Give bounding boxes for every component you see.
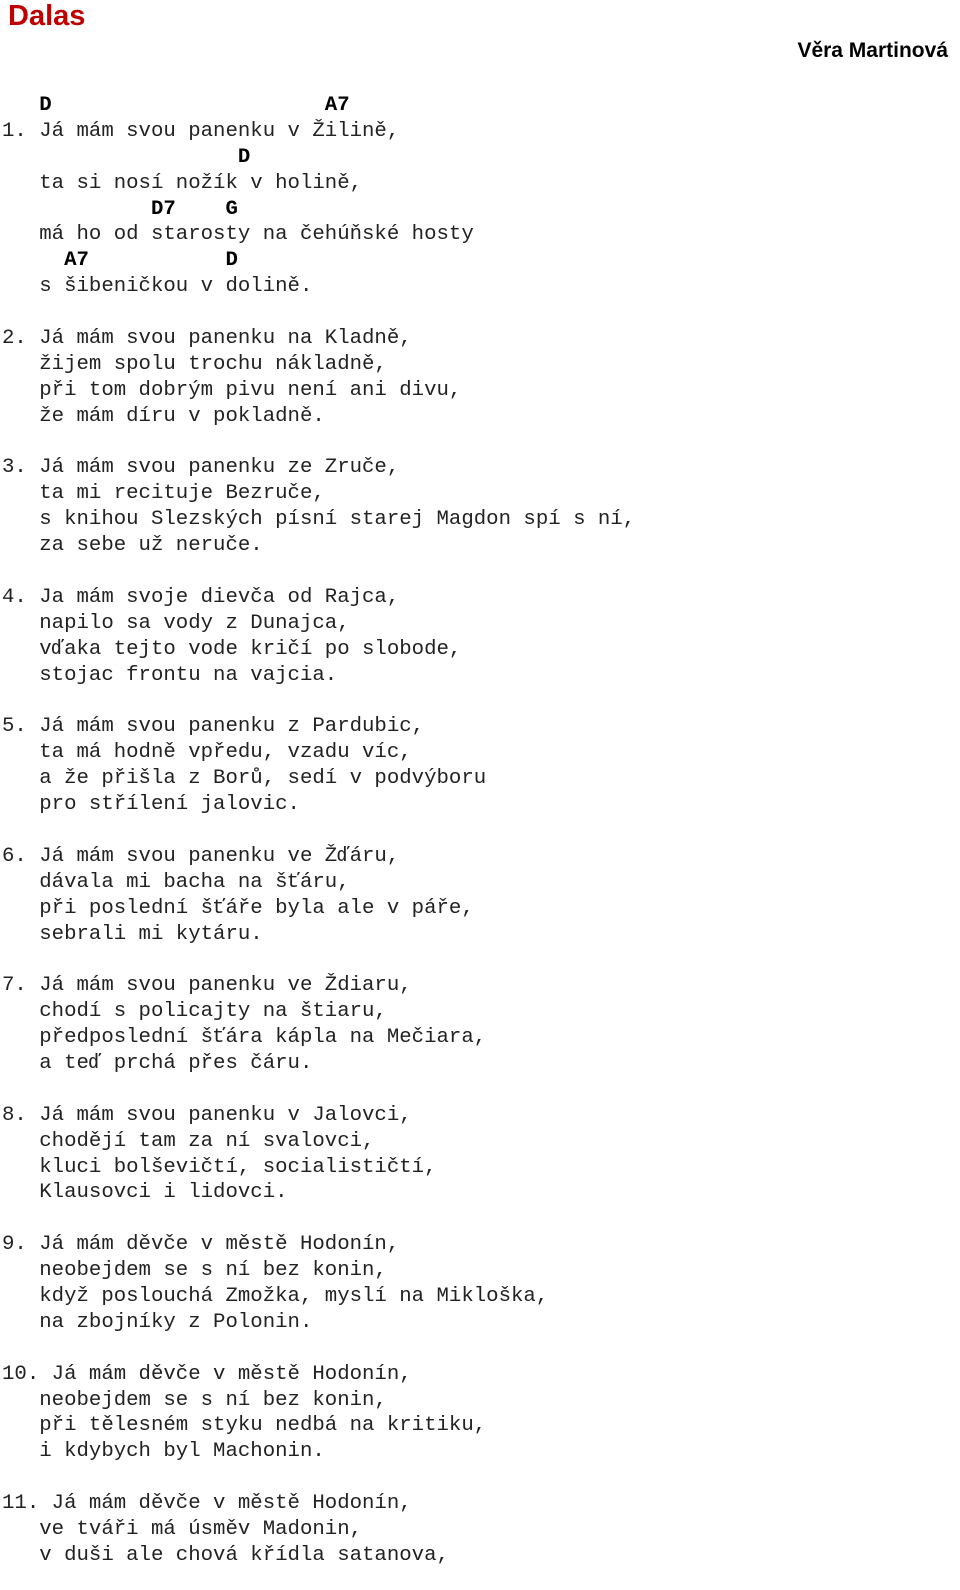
lyric-line: při poslední šťáře byla ale v páře, bbox=[2, 896, 474, 920]
verse-8 bbox=[2, 1103, 635, 1207]
lyric-line: i kdybych byl Machonin. bbox=[2, 1440, 325, 1464]
verse-4 bbox=[2, 585, 635, 689]
lyric-line: ta má hodně vpředu, vzadu víc, bbox=[2, 741, 412, 765]
lyric-line: při tom dobrým pivu není ani divu, bbox=[2, 378, 462, 402]
lyric-line: 11. Já mám děvče v městě Hodonín, bbox=[2, 1492, 412, 1516]
chord-line: D bbox=[2, 145, 251, 169]
lyric-line: vďaka tejto vode kričí po slobode, bbox=[2, 637, 462, 661]
song-artist: Věra Martinová bbox=[797, 39, 948, 62]
lyric-line: s knihou Slezských písní starej Magdon spí s ní, bbox=[2, 508, 636, 532]
lyric-line: a teď prchá přes čáru. bbox=[2, 1051, 313, 1075]
lyric-line: sebrali mi kytáru. bbox=[2, 922, 263, 946]
lyric-line: 4. Ja mám svoje dievča od Rajca, bbox=[2, 585, 400, 609]
lyric-line: napilo sa vody z Dunajca, bbox=[2, 611, 350, 635]
lyric-line: chodějí tam za ní svalovci, bbox=[2, 1129, 375, 1153]
lyric-line: neobejdem se s ní bez konin, bbox=[2, 1259, 387, 1283]
lyric-line: má ho od starosty na čehúňské hosty bbox=[2, 223, 474, 247]
lyric-line: s šibeničkou v dolině. bbox=[2, 275, 313, 299]
lyric-line: v duši ale chová křídla satanova, bbox=[2, 1543, 449, 1567]
lyric-line: neobejdem se s ní bez konin, bbox=[2, 1388, 387, 1412]
lyric-line: 7. Já mám svou panenku ve Ždiaru, bbox=[2, 974, 412, 998]
lyric-line: ta mi recituje Bezruče, bbox=[2, 482, 325, 506]
verse-5 bbox=[2, 714, 635, 818]
lyric-line: ta si nosí nožík v holině, bbox=[2, 171, 363, 195]
lyric-line: když poslouchá Zmožka, myslí na Mikloška, bbox=[2, 1284, 549, 1308]
lyric-line: stojac frontu na vajcia. bbox=[2, 663, 338, 687]
lyric-line: 9. Já mám děvče v městě Hodonín, bbox=[2, 1233, 400, 1257]
verse-1 bbox=[2, 93, 635, 300]
lyrics-sheet bbox=[2, 93, 635, 1569]
verse-7 bbox=[2, 973, 635, 1077]
verse-3 bbox=[2, 455, 635, 559]
lyric-line: 10. Já mám děvče v městě Hodonín, bbox=[2, 1362, 412, 1386]
lyric-line: kluci bolševičtí, socialističtí, bbox=[2, 1155, 437, 1179]
verse-2 bbox=[2, 326, 635, 430]
lyric-line: při tělesném styku nedbá na kritiku, bbox=[2, 1414, 487, 1438]
lyric-line: žijem spolu trochu nákladně, bbox=[2, 352, 387, 376]
verse-9 bbox=[2, 1232, 635, 1336]
lyric-line: na zbojníky z Polonin. bbox=[2, 1310, 313, 1334]
song-title: Dalas bbox=[8, 0, 86, 32]
lyric-line: 2. Já mám svou panenku na Kladně, bbox=[2, 327, 412, 351]
lyric-line: 1. Já mám svou panenku v Žilině, bbox=[2, 119, 400, 143]
lyric-line: že mám díru v pokladně. bbox=[2, 404, 325, 428]
chord-line: D7 G bbox=[2, 197, 238, 221]
chord-line: A7 D bbox=[2, 249, 238, 273]
lyric-line: a že přišla z Borů, sedí v podvýboru bbox=[2, 767, 487, 791]
lyric-line: ve tváři má úsměv Madonin, bbox=[2, 1517, 363, 1541]
lyric-line: 6. Já mám svou panenku ve Žďáru, bbox=[2, 844, 400, 868]
lyric-line: 5. Já mám svou panenku z Pardubic, bbox=[2, 715, 425, 739]
chord-line: D A7 bbox=[2, 94, 350, 117]
lyric-line: 8. Já mám svou panenku v Jalovci, bbox=[2, 1103, 412, 1127]
lyric-line: Klausovci i lidovci. bbox=[2, 1181, 288, 1205]
verse-11 bbox=[2, 1491, 635, 1569]
lyric-line: dávala mi bacha na šťáru, bbox=[2, 870, 350, 894]
verse-10 bbox=[2, 1362, 635, 1466]
lyric-line: za sebe už neruče. bbox=[2, 534, 263, 558]
lyric-line: předposlední šťára kápla na Mečiara, bbox=[2, 1026, 487, 1050]
lyric-line: chodí s policajty na štiaru, bbox=[2, 1000, 387, 1024]
lyric-line: pro střílení jalovic. bbox=[2, 793, 300, 817]
verse-6 bbox=[2, 844, 635, 948]
lyric-line: 3. Já mám svou panenku ze Zruče, bbox=[2, 456, 400, 480]
